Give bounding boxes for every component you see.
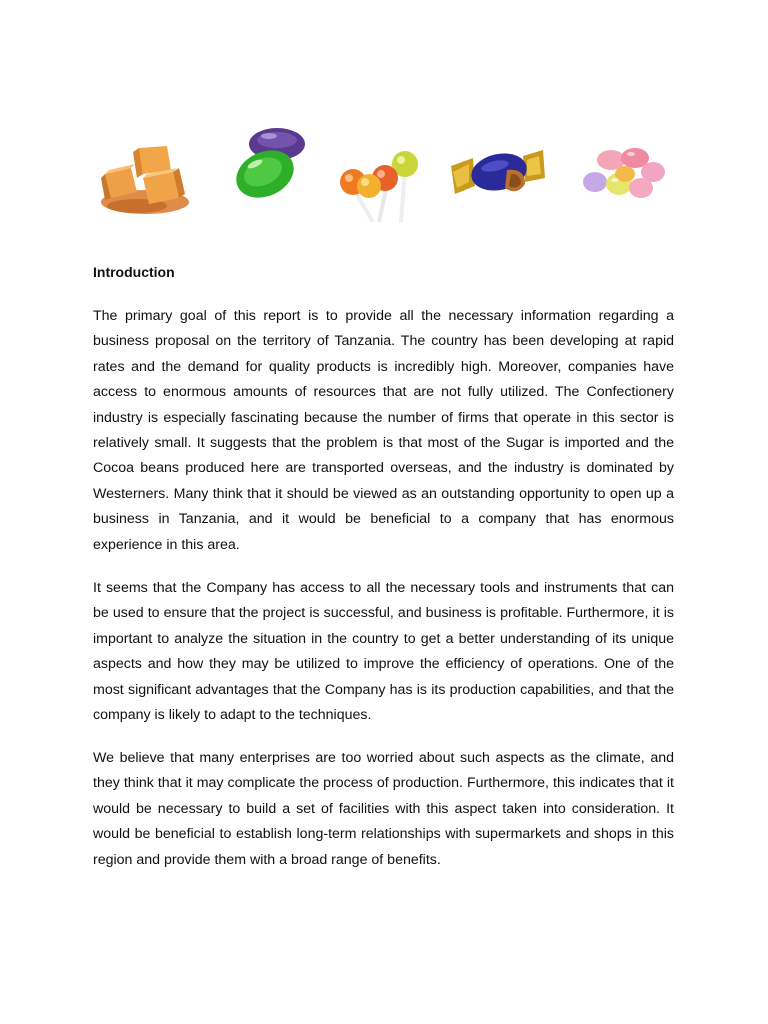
candy-image-strip bbox=[93, 122, 675, 226]
wrapped-toffee-image bbox=[447, 122, 547, 226]
body-paragraph-1: The primary goal of this report is to provide all the necessary information regarding a business proposal on the territory of Tanzania. The country has been developing at rapid rates and the demand for quality products is incredibly high. Moreover, companies have access to enormous amounts of resources that are not fully utilized. The Confectionery industry is especially fascinating because the number of firms that operate in this sector is relatively small. It suggests that the problem is that most of the Sugar is imported and the Cocoa beans produced here are transported overseas, and the industry is dominated by Westerners. Many think that it should be viewed as an outstanding opportunity to open up a business in Tanzania, and it would be beneficial to a company that has enormous experience in this area. bbox=[93, 308, 674, 553]
fruit-drops-image bbox=[575, 122, 675, 226]
lollipops-image bbox=[339, 122, 423, 226]
body-paragraph-3: We believe that many enterprises are too worried about such aspects as the climate, and they think that it may complicate the process of production. Furthermore, this indicates that it would be necessary to build a set of facilities with this aspect taken into consideration. It would be beneficial to establish long-term relationships with supermarkets and shops in this region and provide them with a broad range of benefits. bbox=[93, 750, 674, 868]
hard-candies-image bbox=[221, 122, 321, 226]
caramel-cubes-image bbox=[97, 122, 193, 226]
section-heading: Introduction bbox=[93, 264, 175, 280]
body-paragraph-2: It seems that the Company has access to all the necessary tools and instruments that can be used to ensure that the project is successful, and business is profitable. Furthermore, it is important to analyze the situation in the country to get a better understanding of its unique aspects and how they may be utilized to improve the efficiency of operations. One of the most significant advantages that the Company has is its production capabilities, and that the company is likely to adapt to the techniques. bbox=[93, 580, 674, 724]
